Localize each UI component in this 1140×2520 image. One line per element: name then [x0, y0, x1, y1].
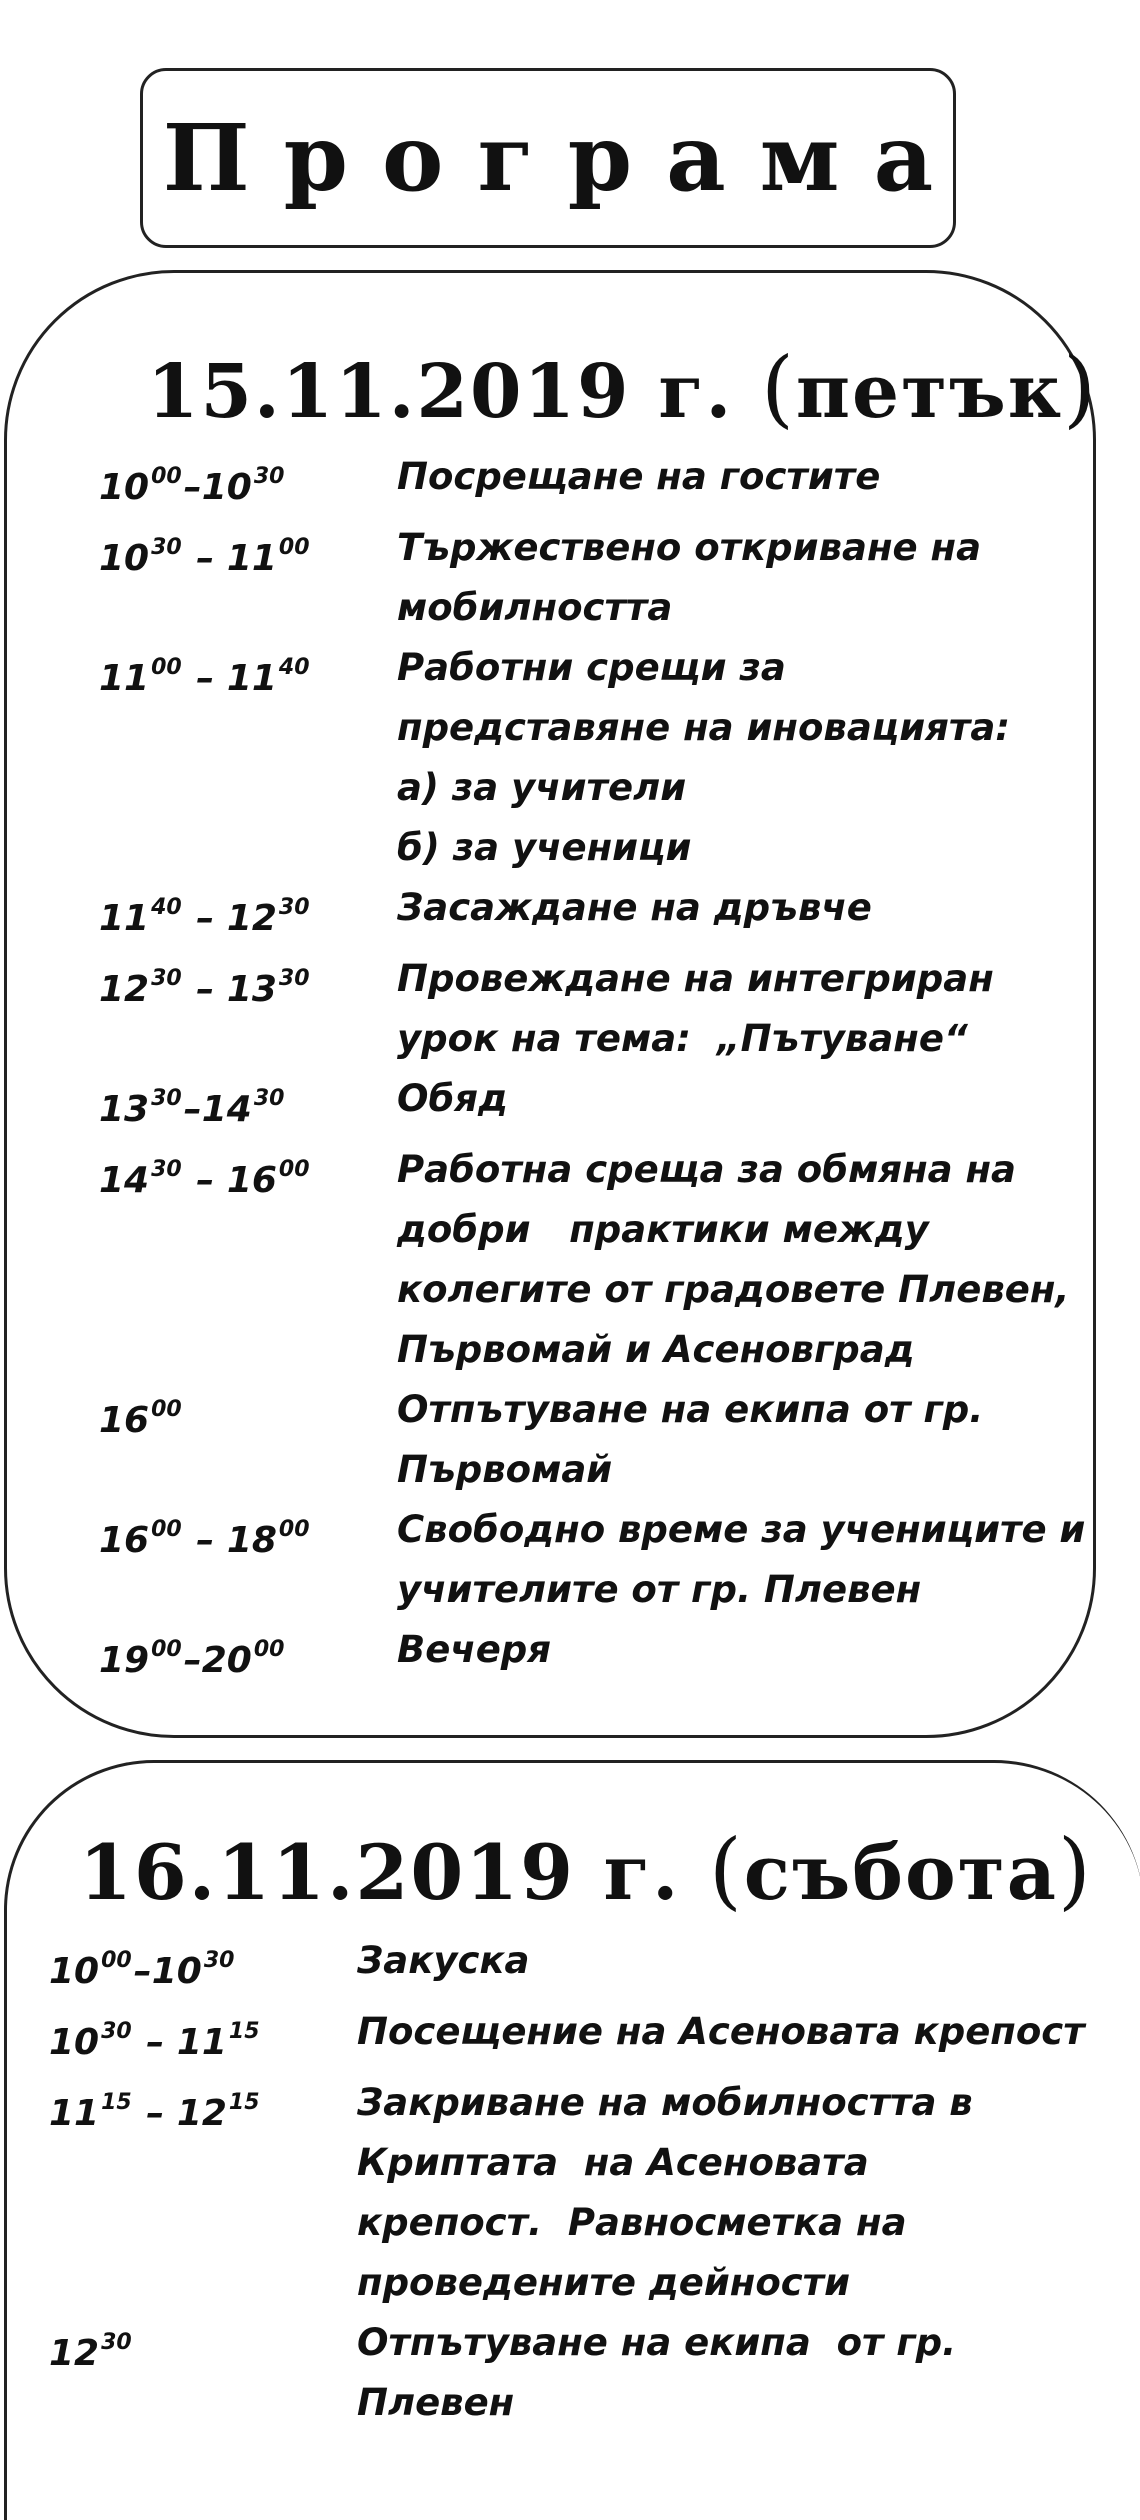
time-from-minutes: 00 — [101, 1948, 132, 1973]
time-to-hour: 18 — [226, 1520, 277, 1561]
schedule-activity — [357, 2002, 1085, 2073]
day-date-2: 16.11.2019 г. — [79, 1828, 681, 1917]
activity-line: мобилността — [397, 586, 673, 629]
activity-line: Първомай — [397, 1448, 613, 1491]
time-separator: – — [133, 2022, 177, 2063]
schedule-activity — [397, 518, 981, 638]
time-to-minutes: 30 — [253, 1086, 285, 1111]
activity-line: колегите от градовете Плевен, — [397, 1268, 1070, 1311]
activity-line: Криптата на Асеновата — [357, 2141, 869, 2184]
day-panel-1 — [4, 270, 1096, 1738]
time-separator: – — [183, 658, 227, 699]
activity-line: Посрещане на гостите — [397, 455, 881, 498]
activity-line: представяне на иновацията: — [397, 706, 1011, 749]
time-from-minutes: 30 — [151, 535, 182, 560]
activity-line: Обяд — [397, 1077, 508, 1120]
schedule-time — [49, 2073, 357, 2313]
time-from-hour: 16 — [99, 1400, 150, 1441]
time-from-minutes: 30 — [101, 2019, 132, 2044]
schedule-activity — [397, 1380, 983, 1500]
activity-line: добри практики между — [397, 1208, 929, 1251]
activity-line: Закриване на мобилността в — [357, 2081, 973, 2124]
time-separator: – — [183, 1160, 227, 1201]
schedule-time — [99, 638, 397, 878]
schedule-time — [99, 949, 397, 1069]
time-separator: – — [183, 898, 227, 939]
activity-line: урок на тема: „Пътуване“ — [397, 1017, 968, 1060]
time-from-minutes: 30 — [151, 1086, 182, 1111]
time-to-hour: 10 — [201, 467, 252, 508]
time-to-minutes: 00 — [253, 1637, 285, 1662]
time-to-hour: 10 — [151, 1951, 202, 1992]
time-separator: – — [183, 969, 227, 1010]
schedule-list-2 — [49, 1931, 1085, 2433]
schedule-time — [99, 1500, 397, 1620]
schedule-activity — [397, 1620, 551, 1691]
time-from-minutes: 00 — [151, 1517, 182, 1542]
time-to-minutes: 40 — [278, 655, 310, 680]
time-from-hour: 11 — [99, 898, 150, 939]
time-to-minutes: 00 — [278, 1157, 310, 1182]
activity-line: проведените дейности — [357, 2261, 851, 2304]
activity-line: Тържествено откриване на — [397, 526, 982, 569]
time-from-hour: 14 — [99, 1160, 150, 1201]
time-from-hour: 19 — [99, 1640, 150, 1681]
schedule-time — [99, 878, 397, 949]
schedule-activity — [397, 878, 872, 949]
schedule-activity — [397, 1140, 1069, 1380]
activity-line: Отпътуване на екипа от гр. — [357, 2321, 957, 2364]
time-separator: – — [133, 1951, 152, 1992]
program-title: Програма — [162, 104, 968, 212]
schedule-activity — [357, 2073, 973, 2313]
activity-line: Работни срещи за — [397, 646, 786, 689]
time-from-minutes: 40 — [151, 895, 182, 920]
schedule-time — [99, 447, 397, 518]
schedule-activity — [397, 949, 994, 1069]
schedule-activity — [397, 1500, 1085, 1620]
activity-line: Първомай и Асеновград — [397, 1328, 915, 1371]
time-to-minutes: 30 — [278, 895, 310, 920]
schedule-time — [99, 1380, 397, 1500]
time-to-hour: 11 — [226, 658, 277, 699]
activity-line: Работна среща за обмяна на — [397, 1148, 1017, 1191]
time-to-minutes: 15 — [228, 2019, 260, 2044]
activity-line: Засаждане на дръвче — [397, 886, 872, 929]
time-to-minutes: 30 — [203, 1948, 235, 1973]
day-date-1: 15.11.2019 г. — [147, 349, 734, 435]
time-from-hour: 12 — [99, 969, 150, 1010]
schedule-time — [99, 518, 397, 638]
schedule-row — [49, 2313, 1085, 2433]
schedule-time — [99, 1140, 397, 1380]
day-title-1: 15.11.2019 г. (петък) — [147, 339, 1098, 437]
time-from-minutes: 30 — [151, 966, 182, 991]
schedule-list-1 — [99, 447, 1085, 1691]
activity-line: учителите от гр. Плевен — [397, 1568, 922, 1611]
time-to-minutes: 15 — [228, 2090, 260, 2115]
time-from-hour: 10 — [49, 2022, 100, 2063]
time-from-hour: 10 — [99, 467, 150, 508]
time-from-hour: 10 — [99, 538, 150, 579]
time-to-hour: 16 — [226, 1160, 277, 1201]
activity-line: Отпътуване на екипа от гр. — [397, 1388, 984, 1431]
schedule-time — [49, 2313, 357, 2433]
schedule-row — [99, 878, 1085, 949]
schedule-time — [49, 2002, 357, 2073]
time-separator: – — [183, 538, 227, 579]
time-from-hour: 13 — [99, 1089, 150, 1130]
schedule-time — [49, 1931, 357, 2002]
time-to-hour: 20 — [201, 1640, 252, 1681]
activity-line: Вечеря — [397, 1628, 552, 1671]
schedule-row — [99, 1380, 1085, 1500]
schedule-row — [99, 447, 1085, 518]
activity-line: б) за ученици — [397, 826, 692, 869]
schedule-row — [99, 1500, 1085, 1620]
time-to-hour: 11 — [176, 2022, 227, 2063]
day-weekday-2: събота — [743, 1828, 1059, 1917]
time-separator: – — [183, 467, 202, 508]
day-panel-2 — [4, 1760, 1140, 2520]
time-from-hour: 11 — [49, 2093, 100, 2134]
schedule-activity — [397, 1069, 508, 1140]
schedule-row — [99, 1140, 1085, 1380]
day-title-2: 16.11.2019 г. (събота) — [79, 1821, 1093, 1919]
time-from-hour: 10 — [49, 1951, 100, 1992]
time-to-hour: 13 — [226, 969, 277, 1010]
time-to-hour: 14 — [201, 1089, 252, 1130]
schedule-row — [99, 1069, 1085, 1140]
time-from-minutes: 30 — [151, 1157, 182, 1182]
time-separator: – — [183, 1640, 202, 1681]
activity-line: Посещение на Асеновата крепост — [357, 2010, 1085, 2053]
activity-line: Свободно време за учениците и — [397, 1508, 1086, 1551]
schedule-time — [99, 1620, 397, 1691]
activity-line: а) за учители — [397, 766, 687, 809]
time-separator: – — [183, 1089, 202, 1130]
time-from-minutes: 00 — [151, 1397, 182, 1422]
program-title-box — [140, 68, 968, 248]
schedule-activity — [357, 1931, 530, 2002]
time-from-minutes: 00 — [151, 464, 182, 489]
time-to-minutes: 30 — [278, 966, 310, 991]
time-from-hour: 12 — [49, 2333, 100, 2374]
time-from-minutes: 00 — [151, 655, 182, 680]
time-separator: – — [133, 2093, 177, 2134]
time-to-hour: 12 — [176, 2093, 227, 2134]
schedule-activity — [397, 638, 1010, 878]
time-separator: – — [183, 1520, 227, 1561]
schedule-activity — [357, 2313, 956, 2433]
schedule-time — [99, 1069, 397, 1140]
schedule-row — [49, 2073, 1085, 2313]
time-from-hour: 11 — [99, 658, 150, 699]
activity-line: крепост. Равносметка на — [357, 2201, 907, 2244]
schedule-row — [99, 949, 1085, 1069]
time-from-minutes: 00 — [151, 1637, 182, 1662]
schedule-row — [49, 2002, 1085, 2073]
time-to-minutes: 00 — [278, 535, 310, 560]
time-from-hour: 16 — [99, 1520, 150, 1561]
activity-line: Закуска — [357, 1939, 530, 1982]
day-weekday-1: петък — [795, 349, 1064, 435]
time-from-minutes: 15 — [101, 2090, 132, 2115]
activity-line: Плевен — [357, 2381, 515, 2424]
time-from-minutes: 30 — [101, 2330, 132, 2355]
schedule-row — [99, 1620, 1085, 1691]
time-to-minutes: 30 — [253, 464, 285, 489]
time-to-minutes: 00 — [278, 1517, 310, 1542]
schedule-row — [99, 518, 1085, 638]
time-to-hour: 11 — [226, 538, 277, 579]
schedule-row — [49, 1931, 1085, 2002]
schedule-activity — [397, 447, 880, 518]
schedule-row — [99, 638, 1085, 878]
time-to-hour: 12 — [226, 898, 277, 939]
activity-line: Провеждане на интегриран — [397, 957, 994, 1000]
